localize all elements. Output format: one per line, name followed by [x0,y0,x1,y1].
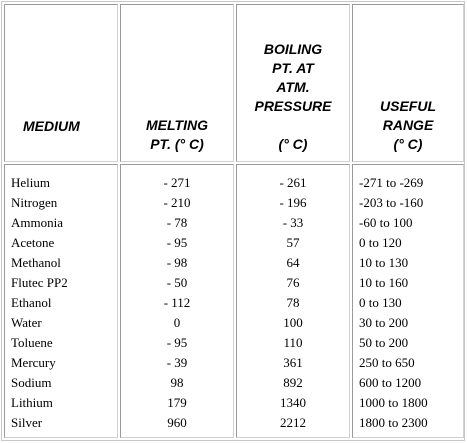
medium-cell: Helium [11,175,50,190]
medium-cell: Ethanol [11,295,52,310]
boiling-pt-cell: 57 [286,235,300,250]
boiling-pt-cell: 361 [283,355,303,370]
useful-range-cell: 1800 to 2300 [359,415,428,430]
medium-cell: Flutec PP2 [11,275,68,290]
header-boiling-pt: BOILING PT. AT ATM. PRESSURE (° C) [236,4,350,162]
body-row [4,164,464,438]
medium-cell: Sodium [11,375,52,390]
medium-cell: Water [11,315,42,330]
boiling-pt-cell: 64 [286,255,300,270]
melting-pt-cell: - 112 [163,295,191,310]
heat-pipe-fluids-table [2,2,466,440]
boiling-pt-column [236,164,350,438]
medium-cell: Acetone [11,235,55,250]
medium-cell: Lithium [11,395,53,410]
melting-pt-cell: - 78 [166,215,188,230]
melting-pt-cell: 0 [173,315,181,330]
melting-pt-cell: 179 [167,395,187,410]
medium-cell: Nitrogen [11,195,58,210]
useful-range-cell: 600 to 1200 [359,375,422,390]
melting-pt-cell: - 95 [166,235,188,250]
useful-range-cell: -271 to -269 [359,175,424,190]
header-row [4,4,464,162]
melting-pt-cell: - 271 [163,175,191,190]
boiling-pt-cell: 78 [286,295,300,310]
medium-cell: Ammonia [11,215,63,230]
boiling-pt-cell: - 261 [279,175,307,190]
melting-pt-cell: 98 [170,375,184,390]
melting-pt-cell: - 95 [166,335,188,350]
boiling-pt-cell: 892 [283,375,303,390]
medium-column [4,164,118,438]
melting-pt-cell: - 50 [166,275,188,290]
useful-range-cell: -203 to -160 [359,195,424,210]
boiling-pt-cell: 1340 [280,395,306,410]
medium-cell: Mercury [11,355,56,370]
melting-pt-cell: - 39 [166,355,188,370]
useful-range-cell: 30 to 200 [359,315,409,330]
boiling-pt-cell: 110 [283,335,303,350]
boiling-pt-cell: 100 [283,315,303,330]
useful-range-cell: 0 to 130 [359,295,402,310]
boiling-pt-cell: 2212 [280,415,306,430]
useful-range-cell: 1000 to 1800 [359,395,428,410]
header-melting-pt: MELTING PT. (° C) [120,4,234,162]
useful-range-cell: 250 to 650 [359,355,415,370]
melting-pt-column [120,164,234,438]
useful-range-cell: 0 to 120 [359,235,402,250]
boiling-pt-cell: 76 [286,275,300,290]
useful-range-cell: 10 to 160 [359,275,409,290]
boiling-pt-cell: - 196 [279,195,307,210]
useful-range-cell: 50 to 200 [359,335,409,350]
header-medium: MEDIUM [4,4,118,162]
medium-cell: Methanol [11,255,61,270]
header-useful-range: USEFUL RANGE (° C) [352,4,464,162]
melting-pt-cell: - 210 [163,195,191,210]
melting-pt-cell: - 98 [166,255,188,270]
medium-cell: Toluene [11,335,53,350]
medium-cell: Silver [11,415,43,430]
boiling-pt-cell: - 33 [282,215,304,230]
melting-pt-cell: 960 [167,415,187,430]
useful-range-cell: 10 to 130 [359,255,409,270]
useful-range-cell: -60 to 100 [359,215,413,230]
useful-range-column [352,164,464,438]
